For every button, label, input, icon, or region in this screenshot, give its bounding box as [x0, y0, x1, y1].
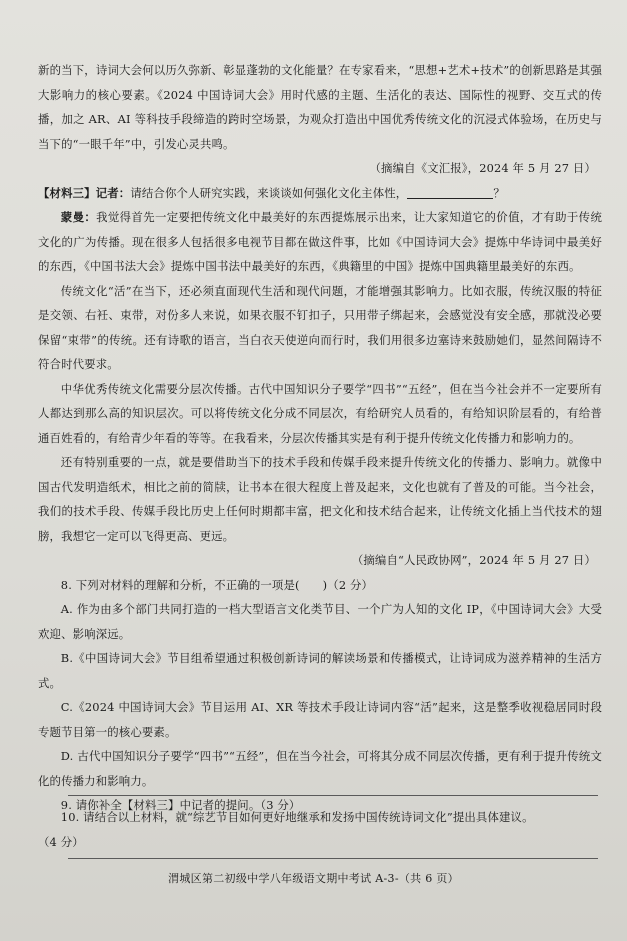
- question-blank[interactable]: [407, 184, 493, 199]
- journalist-label: 记者：: [95, 185, 131, 200]
- meng-label: 蒙曼：: [60, 210, 97, 224]
- question-10-text: 10. 请结合以上材料，就“综艺节目如何更好地继承和发扬中国传统诗词文化”提出具体建议。: [60, 810, 534, 824]
- question-9-answer-line[interactable]: [68, 795, 598, 796]
- question-8-option-a[interactable]: A. 作为由多个部门共同打造的一档大型语言文化类节目、一个广为人知的文化 IP，《中国诗词大会》大受欢迎、影响深远。: [38, 602, 602, 641]
- question-mark: ？: [493, 185, 505, 200]
- passage-continuation: 新的当下，诗词大会何以历久弥新、彰显蓬勃的文化能量？在专家看来，“思想+艺术+技术”的创新思路是其强大影响力的核心要素。《2024 中国诗词大会》用时代感的主题、生活化的表达、国际性的视野、交互式的传播，加之 AR、AI 等科技手段缔造的跨时空场景，为观众打造出中国优秀传统文化的沉浸式体验场，在历史与当下的“一眼千年”中，引发心灵共鸣。: [38, 63, 602, 151]
- question-8-stem: 8. 下列对材料的理解和分析，不正确的一项是( )（2 分）: [60, 577, 374, 592]
- page-content: [38, 58, 602, 818]
- material3-paragraph-4: 还有特别重要的一点，就是要借助当下的技术手段和传媒手段来提升传统文化的传播力、影响力。就像中国古代发明造纸术，相比之前的简牍，让书本在很大程度上普及起来，文化也就有了普及的可能。当今社会，我们的技术手段、传媒手段比历史上任何时期都丰富，把文化和技术结合起来，让传统文化插上当代技术的翅膀，我想它一定可以飞得更高、更远。: [38, 455, 602, 543]
- question-10-block: [38, 805, 602, 854]
- question-10-answer-line[interactable]: [68, 858, 598, 859]
- material3-paragraph-2: 传统文化“活”在当下，还必须直面现代生活和现代问题，才能增强其影响力。比如衣服，传统汉服的特征是交领、右衽、束带，对份多人来说，如果衣服不钉扣子，只用带子绑起来，会感觉没有安全感，那就没必要保留“束带”的传统。还有诗歌的语言，当白衣天使逆向而行时，我们用很多边塞诗来鼓励她们，显然间隔诗不符合时代要求。: [38, 283, 602, 371]
- meng-answer-paragraph: [38, 205, 602, 279]
- question-8-option-c[interactable]: C.《2024 中国诗词大会》节目运用 AI、XR 等技术手段让诗词内容“活”起来，这是整季收视稳居同时段专题节目第一的核心要素。: [38, 700, 602, 739]
- material3-label: 【材料三】: [38, 185, 96, 200]
- question-9-stem: 9. 请你补全【材料三】中记者的提问。（3 分）: [60, 798, 301, 812]
- question-8-option-b[interactable]: B.《中国诗词大会》节目组希望通过积极创新诗词的解读场景和传播模式，让诗词成为滋养精神的生活方式。: [38, 651, 602, 690]
- meng-answer-text: 我觉得首先一定要把传统文化中最美好的东西提炼展示出来，让大家知道它的价值，才有助于传统文化的广为传播。现在很多人包括很多电视节目都在做这件事，比如《中国诗词大会》提炼中华诗词中最美好的东西，《中国书法大会》提炼中国书法中最美好的东西，《典籍里的中国》提炼中国典籍里最美好的东西。: [38, 210, 602, 273]
- material3-journalist-question: [38, 181, 602, 206]
- source-citation-2: （摘编自“人民政协网”，2024 年 5 月 27 日）: [351, 553, 596, 567]
- material3-paragraph-3: 中华优秀传统文化需要分层次传播。古代中国知识分子要学“四书”“五经”，但在当今社会并不一定要所有人都达到那么高的知识层次。可以将传统文化分成不同层次，有给研究人员看的，有给知识阶层看的，有给普通百姓看的，有给青少年看的等等。在我看来，分层次传播其实是有利于提升传统文化传播力和影响力的。: [38, 381, 602, 445]
- journalist-text: 请结合你个人研究实践，来谈谈如何强化文化主体性，: [130, 185, 408, 200]
- question-10-score: （4 分）: [38, 834, 84, 849]
- source-citation-1: （摘编自《文汇报》，2024 年 5 月 27 日）: [369, 161, 596, 175]
- page-footer: 渭城区第二初级中学八年级语文期中考试 A-3-（共 6 页）: [168, 872, 459, 885]
- question-8-option-d[interactable]: D. 古代中国知识分子要学“四书”“五经”，但在当今社会，可将其分成不同层次传播，更有利于提升传统文化的传播力和影响力。: [38, 749, 602, 788]
- question-10-stem: [38, 805, 602, 830]
